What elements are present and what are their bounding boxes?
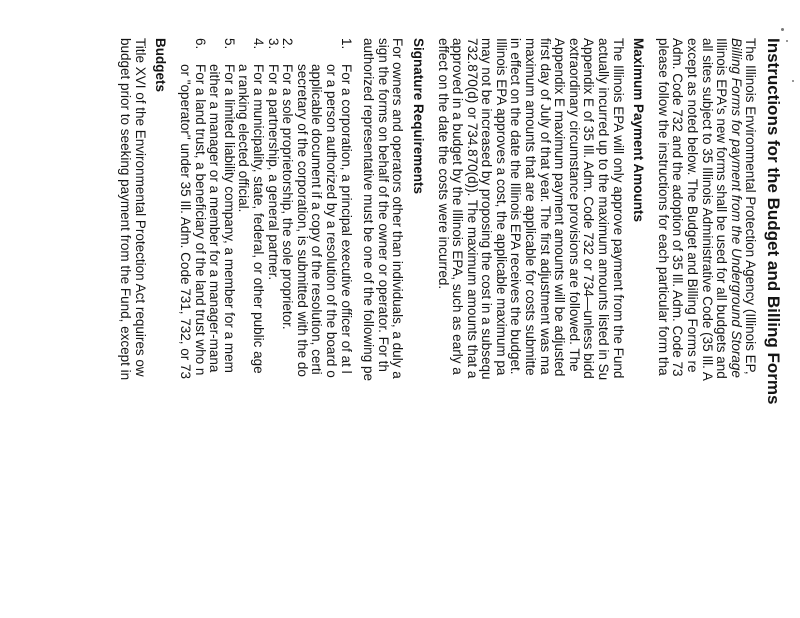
list-number: 1. bbox=[338, 38, 354, 50]
paragraph-line: budget prior to seeking payment from the Fund, except in bbox=[118, 38, 134, 381]
paragraph-line: in effect on the date the Illinois EPA receives the budget. bbox=[508, 38, 524, 375]
list-item bbox=[177, 38, 206, 618]
list-line: a ranking elected official. bbox=[236, 64, 252, 213]
paragraph-line: approved in a budget by the Illinois EPA, such as early a bbox=[450, 38, 466, 375]
paragraph-line: effect on the date the costs were incurred. bbox=[435, 38, 451, 290]
paragraph-line: For owners and operators other than individuals, a duly a bbox=[390, 38, 406, 379]
list-line: For a corporation, a principal executive officer of at l bbox=[338, 64, 354, 374]
list-line: For a municipality, state, federal, or other public age bbox=[251, 64, 266, 374]
paragraph-line: Appendix E of 35 Ill. Adm. Code 732 or 734—unless bidd bbox=[581, 38, 597, 379]
list-item bbox=[294, 38, 352, 618]
intro-line-text: Billing Forms for payment from the Underground Storage bbox=[728, 38, 744, 378]
signature-paragraph bbox=[361, 38, 405, 618]
paragraph-line: maximum amounts that are applicable for costs submitte bbox=[523, 38, 539, 376]
scan-speck bbox=[792, 80, 794, 82]
paragraph-line: 732.870(d) or 734.870(d)). The maximum amounts that a bbox=[464, 38, 480, 379]
list-item bbox=[265, 38, 280, 618]
intro-line: Illinois EPA's new forms shall be used for all budgets and bbox=[714, 38, 730, 379]
max-payment-paragraph bbox=[435, 38, 625, 618]
intro-line: please follow the instructions for each particular form tha bbox=[655, 38, 671, 376]
scan-speck bbox=[781, 28, 784, 31]
list-text bbox=[236, 64, 265, 374]
intro-line: all sites subject to 35 Illinois Administrative Code (35 Ill. A bbox=[699, 38, 715, 381]
list-text bbox=[294, 64, 352, 378]
list-line: applicable document if a copy of the resolution, certi bbox=[309, 64, 325, 375]
section-heading-signature: Signature Requirements bbox=[410, 38, 426, 195]
list-line: either a manager or a member for a manager-mana bbox=[207, 64, 223, 373]
list-line: secretary of the corporation, is submitted with the do bbox=[294, 64, 310, 377]
list-text bbox=[265, 64, 280, 280]
list-line: For a partnership, a general partner. bbox=[265, 64, 281, 281]
intro-line: Adm. Code 732 and the adoption of 35 Ill. Adm. Code 73 bbox=[670, 38, 686, 377]
list-number: 3. bbox=[265, 38, 281, 50]
intro-paragraph bbox=[655, 38, 757, 618]
intro-line: except as noted below. The Budget and Billing Forms re bbox=[685, 38, 701, 373]
intro-line: The Illinois Environmental Protection Agency (Illinois EP, bbox=[743, 38, 759, 375]
list-text bbox=[177, 64, 206, 379]
paragraph-line: sign the forms on behalf of the owner or operator. For th bbox=[375, 38, 391, 372]
list-line: or a person authorized by a resolution of the board o bbox=[323, 64, 339, 378]
list-text bbox=[207, 64, 236, 373]
signature-list bbox=[177, 38, 352, 618]
document-content bbox=[112, 38, 783, 618]
paragraph-line: Title XVI of the Environmental Protection Act requires ow bbox=[132, 38, 148, 377]
budgets-paragraph bbox=[118, 38, 147, 618]
list-number: 4. bbox=[251, 38, 266, 50]
paragraph-line: first day of July of that year. The first adjustment was ma bbox=[537, 38, 553, 375]
list-item bbox=[236, 38, 265, 618]
list-line: or "operator" under 35 Ill. Adm. Code 731, 732, or 73 bbox=[178, 64, 194, 380]
list-number: 6. bbox=[192, 38, 208, 50]
paragraph-line: Appendix E maximum payment amounts will be adjusted bbox=[552, 38, 568, 377]
list-number: 2. bbox=[280, 38, 296, 50]
scan-speck bbox=[786, 40, 788, 42]
list-line: For a limited liability company, a member for a mem bbox=[221, 64, 237, 373]
document-title: Instructions for the Budget and Billing Forms bbox=[764, 38, 783, 405]
paragraph-line: extraordinary circumstance provisions are followed. The bbox=[566, 38, 582, 372]
paragraph-line: authorized representative must be one of the following pe bbox=[361, 38, 377, 381]
section-heading-max-payment: Maximum Payment Amounts bbox=[631, 38, 647, 223]
paragraph-line: The Illinois EPA will only approve payment from the Fund bbox=[610, 38, 626, 379]
paragraph-line: Illinois EPA approves a cost, the applicable maximum pa bbox=[493, 38, 509, 376]
list-number: 5. bbox=[221, 38, 237, 50]
list-item bbox=[207, 38, 236, 618]
list-text bbox=[280, 64, 295, 330]
intro-line bbox=[728, 38, 743, 618]
list-line: For a sole proprietorship, the sole proprietor. bbox=[280, 64, 296, 330]
paragraph-line: may not be increased by proposing the cost in a subsequ bbox=[479, 38, 495, 380]
list-item bbox=[280, 38, 295, 618]
list-line: For a land trust, a beneficiary of the land trust who n bbox=[192, 64, 208, 376]
paragraph-line: actually incurred up to the maximum amounts listed in Su bbox=[596, 38, 612, 381]
section-heading-budgets: Budgets bbox=[153, 38, 169, 92]
